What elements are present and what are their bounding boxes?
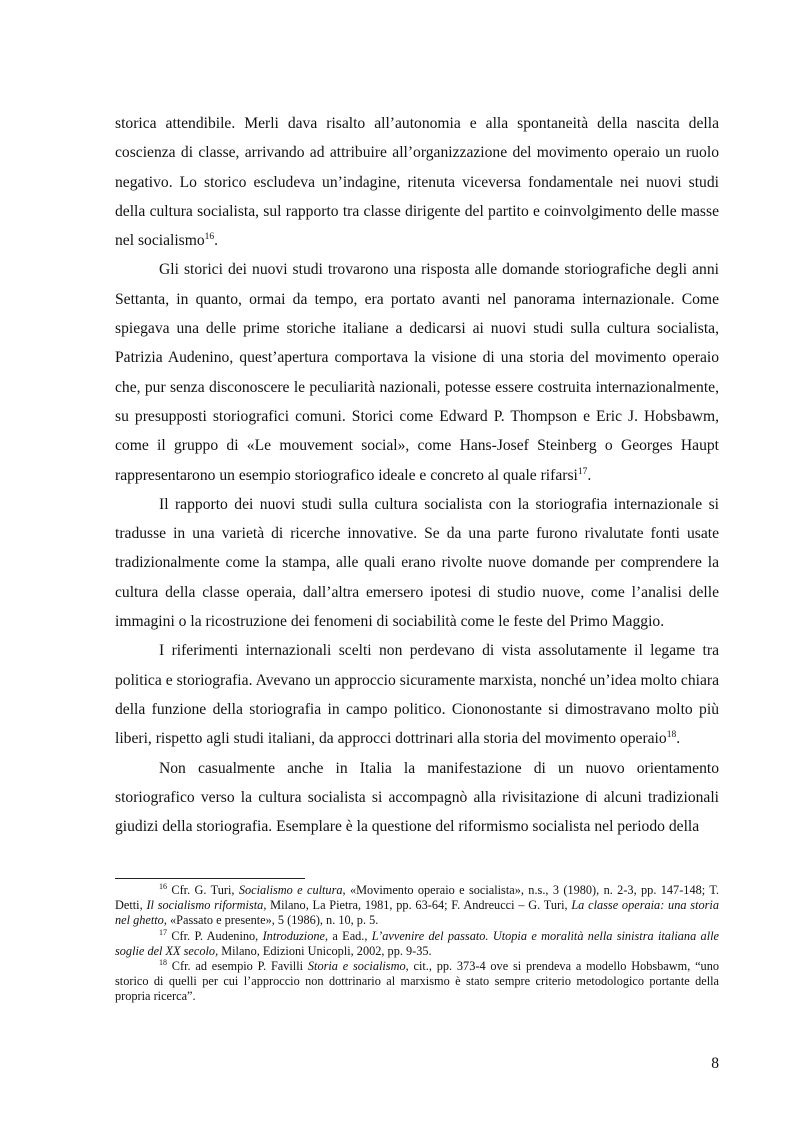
page-number: 8: [711, 1055, 719, 1072]
footnote-16-title-a: Socialismo e cultura: [238, 883, 343, 897]
paragraph-3: [115, 490, 719, 636]
footnote-18-part-b: , cit., pp. 373-4 ove si prendeva a modello Hobsbawm, “uno storico di quelli per cui l’approccio non dottrinario al marxismo è stato sempre criterio metodologico portante della propria ricerca”.: [115, 959, 719, 1004]
footnote-ref-16[interactable]: 16: [204, 232, 215, 242]
footnote-18-title-a: Storia e socialismo: [307, 959, 406, 974]
footnote-18-part-a: Cfr. ad esempio P. Favilli: [167, 959, 308, 974]
paragraph-4: [115, 636, 719, 753]
footnote-separator: [115, 878, 305, 879]
paragraph-4-text: I riferimenti internazionali scelti non perdevano di vista assolutamente il legame tra politica e storiografia. Avevano un approccio sicuramente marxista, nonché un’idea molto chiara della funzione della storiografia in campo politico. Ciononostante si dimostravano molto più liberi, rispetto agli studi italiani, da approcci dottrinari alla storia del movimento operaio: [115, 642, 719, 748]
footnote-16-title-b: Il socialismo riformista: [146, 898, 264, 913]
footnote-18: [115, 959, 719, 1005]
footnote-16: [115, 883, 719, 929]
paragraph-5-text: Non casualmente anche in Italia la manifestazione di un nuovo orientamento storiografico verso la cultura socialista si accompagnò alla rivisitazione di alcuni tradizionali giudizi della storiografia. Esemplare è la questione del riformismo socialista nel periodo della: [115, 759, 719, 836]
footnote-16-part-a: Cfr. G. Turi,: [167, 883, 239, 897]
footnotes: [115, 883, 719, 1005]
footnote-ref-18[interactable]: 18: [666, 730, 677, 741]
paragraph-1: [115, 109, 719, 255]
footnote-ref-17[interactable]: 17: [577, 466, 588, 477]
footnote-17-title-b: L’avvenire del passato. Utopia e moralità nella sinistra italiana alle soglie del XX secolo: [115, 928, 719, 958]
footnote-16-part-b: , «Movimento operaio e socialista», n.s., 3 (1980), n. 2-3, pp. 147-148; T. Detti,: [115, 883, 719, 913]
footnote-16-part-c: , Milano, La Pietra, 1981, pp. 63-64; F. Andreucci – G. Turi,: [263, 898, 572, 913]
body-text: [115, 109, 719, 841]
paragraph-1-text: storica attendibile. Merli dava risalto all’autonomia e alla spontaneità della nascita della coscienza di classe, arrivando ad attribuire all’organizzazione del movimento operaio un ruolo negativo. Lo storico escludeva un’indagine, ritenuta viceversa fondamentale nei nuovi studi della cultura socialista, sul rapporto tra classe dirigente del partito e coinvolgimento delle masse nel socialismo: [115, 115, 719, 250]
paragraph-4-tail: .: [676, 730, 681, 748]
paragraph-2-text: Gli storici dei nuovi studi trovarono una risposta alle domande storiografiche degli anni Settanta, in quanto, ormai da tempo, era portato avanti nel panorama internazionale. Come spiegava una delle prime storiche italiane a dedicarsi ai nuovi studi sulla cultura socialista, Patrizia Audenino, quest’apertura comportava la visione di una storia del movimento operaio che, pur senza disconoscere le peculiarità nazionali, potesse essere costruita internazionalmente, su presupposti storiografici comuni. Storici come Edward P. Thompson e Eric J. Hobsbawm, come il gruppo di «Le mouvement social», come Hans-Josef Steinberg o Georges Haupt rappresentarono un esempio storiografico ideale e concreto al quale rifarsi: [115, 261, 719, 484]
paragraph-1-tail: .: [214, 232, 219, 250]
footnote-17: [115, 929, 719, 959]
footnote-17-title-a: Introduzione: [262, 928, 325, 943]
footnote-17-part-b: , a Ead.,: [324, 928, 372, 943]
footnote-17-part-a: Cfr. P. Audenino,: [167, 928, 263, 943]
paragraph-3-text: Il rapporto dei nuovi studi sulla cultura socialista con la storiografia internazionale si tradusse in una varietà di ricerche innovative. Se da una parte furono rivalutate fonti usate tradizionalmente come la stampa, alle quali erano rivolte nuove domande per comprendere la cultura della classe operaia, dall’altra emersero ipotesi di studio nuove, come l’analisi delle immagini o la ricostruzione dei fenomeni di sociabilità come le feste del Primo Maggio.: [115, 495, 719, 631]
paragraph-2-tail: .: [587, 466, 592, 484]
footnote-17-part-c: , Milano, Edizioni Unicopli, 2002, pp. 9-35.: [215, 943, 432, 958]
footnote-16-title-c: La classe operaia: una storia nel ghetto: [115, 898, 719, 928]
footnote-16-number: 16: [159, 881, 167, 891]
footnote-17-number: 17: [159, 927, 167, 937]
paragraph-2: [115, 255, 719, 489]
paragraph-5: [115, 754, 719, 842]
footnote-16-part-d: , «Passato e presente», 5 (1986), n. 10, p. 5.: [163, 913, 379, 928]
footnote-18-number: 18: [159, 957, 167, 967]
